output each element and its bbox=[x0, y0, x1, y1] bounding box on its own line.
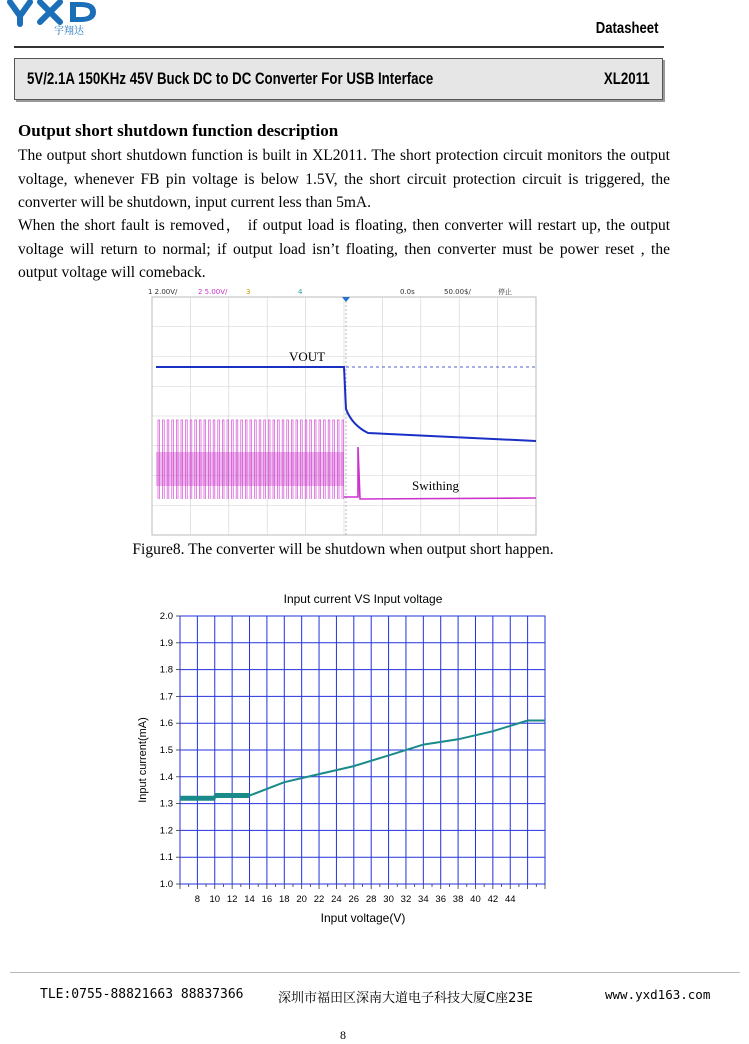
footer-telephone: TLE:0755-88821663 88837366 bbox=[40, 987, 244, 1002]
y-tick-label: 1.8 bbox=[159, 664, 173, 676]
y-tick-label: 1.5 bbox=[159, 745, 173, 756]
chart-title: Input current VS Input voltage bbox=[283, 592, 443, 606]
chart-x-label: Input voltage(V) bbox=[320, 911, 406, 925]
logo-subtitle: 宇翔达 bbox=[54, 26, 84, 37]
y-tick-label: 1.9 bbox=[159, 637, 173, 649]
x-tick-label: 20 bbox=[296, 894, 307, 905]
scope-vout-label: VOUT bbox=[289, 349, 326, 364]
footer-website[interactable]: www.yxd163.com bbox=[605, 987, 711, 1002]
scope-time-scale: 50.00$/ bbox=[444, 288, 471, 296]
y-tick-label: 1.0 bbox=[159, 879, 173, 890]
header-rule bbox=[14, 46, 664, 48]
scope-ch4: 4 bbox=[298, 288, 303, 296]
x-tick-label: 28 bbox=[365, 894, 377, 905]
footer-address: 深圳市福田区深南大道电子科技大厦C座23E bbox=[278, 991, 533, 1006]
x-tick-label: 44 bbox=[504, 894, 516, 905]
y-tick-label: 1.4 bbox=[159, 771, 173, 783]
doc-type-label: Datasheet bbox=[595, 20, 658, 37]
figure-caption: Figure8. The converter will be shutdown when output short happen. bbox=[132, 541, 554, 558]
input-current-chart bbox=[120, 585, 560, 930]
section-title: Output short shutdown function description bbox=[18, 121, 339, 140]
paragraph-1: The output short shutdown function is built in XL2011. The short protection circuit monitors the output voltage, whenever FB pin voltage is below 1.5V, the short circuit protection circuit is triggered, the converter will be shutdown, input current less than 5mA. bbox=[18, 147, 670, 211]
y-tick-label: 1.1 bbox=[159, 852, 173, 864]
x-tick-label: 24 bbox=[331, 894, 342, 905]
y-tick-label: 2.0 bbox=[159, 611, 173, 622]
x-tick-label: 42 bbox=[487, 894, 499, 905]
x-tick-label: 34 bbox=[418, 894, 429, 905]
scope-ch3: 3 bbox=[246, 288, 251, 296]
x-tick-label: 16 bbox=[261, 894, 273, 905]
x-tick-label: 10 bbox=[209, 894, 221, 905]
scope-run-state: 停止 bbox=[498, 288, 512, 296]
title-banner bbox=[14, 58, 663, 100]
x-tick-label: 22 bbox=[313, 894, 325, 905]
x-tick-label: 30 bbox=[383, 894, 394, 905]
x-tick-label: 36 bbox=[435, 894, 447, 905]
scope-switching-label: Swithing bbox=[412, 478, 459, 493]
x-tick-label: 18 bbox=[278, 894, 290, 905]
chart-y-label: Input current(mA) bbox=[137, 717, 149, 803]
y-tick-label: 1.7 bbox=[159, 691, 173, 703]
scope-ch1-scale: 1 2.00V/ bbox=[148, 288, 178, 296]
footer-rule bbox=[10, 972, 740, 973]
y-tick-label: 1.2 bbox=[159, 825, 173, 837]
x-tick-label: 26 bbox=[348, 894, 360, 905]
part-number: XL2011 bbox=[604, 69, 650, 88]
y-tick-label: 1.6 bbox=[159, 718, 173, 730]
scope-ch2-scale: 2 5.00V/ bbox=[198, 288, 228, 296]
y-tick-label: 1.3 bbox=[159, 798, 173, 810]
x-tick-label: 8 bbox=[194, 894, 201, 905]
x-tick-label: 38 bbox=[452, 894, 464, 905]
x-tick-label: 32 bbox=[400, 894, 412, 905]
scope-time-offset: 0.0s bbox=[400, 288, 415, 296]
x-tick-label: 40 bbox=[470, 894, 481, 905]
product-title: 5V/2.1A 150KHz 45V Buck DC to DC Converter For USB Interface bbox=[27, 69, 434, 88]
paragraph-2: When the short fault is removed， if output load is floating, then converter will restart up, the output voltage will return to normal; if output load isn’t floating, then converter must be power reset , the output voltage will comeback. bbox=[18, 217, 670, 281]
x-tick-label: 12 bbox=[226, 894, 238, 905]
x-tick-label: 14 bbox=[244, 894, 255, 905]
oscilloscope-capture bbox=[146, 287, 539, 537]
page-number: 8 bbox=[340, 1028, 346, 1042]
